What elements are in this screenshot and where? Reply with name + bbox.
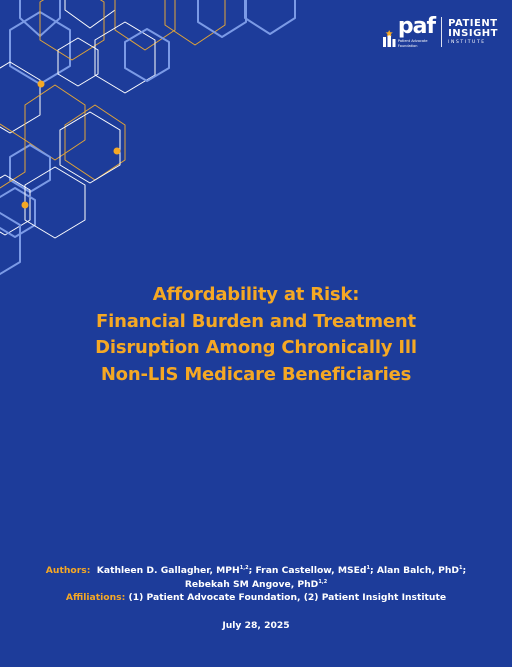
author-name: Fran Castellow, MSEd: [255, 565, 367, 576]
publication-date: July 28, 2025: [222, 620, 290, 631]
affiliations-text: (1) Patient Advocate Foundation, (2) Patient Insight Institute: [128, 592, 447, 603]
authors-label: Authors:: [45, 565, 91, 576]
paf-subtitle-line1: Patient Advocate: [397, 39, 428, 43]
authors-line-1: [0, 564, 512, 578]
title-line-2: Financial Burden and Treatment: [96, 310, 416, 332]
hexagon-outline: [0, 210, 20, 277]
author-superscript: 1,2: [318, 578, 328, 585]
hexagon-outline: [165, 0, 225, 45]
affiliations-line: [0, 591, 512, 605]
hexagon-outline: [198, 0, 246, 37]
report-title: [0, 282, 512, 388]
title-line-4: Non-LIS Medicare Beneficiaries: [100, 363, 412, 385]
accent-dot: [38, 81, 45, 88]
accent-dot: [114, 148, 121, 155]
pii-line1: PATIENT: [448, 17, 498, 29]
author-name: Kathleen D. Gallagher, MPH: [96, 565, 240, 576]
pii-line2: INSIGHT: [448, 27, 498, 39]
author-name: Alan Balch, PhD: [376, 565, 460, 576]
hexagon-outline: [10, 145, 50, 192]
affiliations-label: Affiliations:: [65, 592, 126, 603]
hexagon-outline: [25, 85, 85, 160]
patient-insight-institute-logo: [448, 19, 498, 46]
building-icon: [382, 30, 397, 48]
organization-logos: [382, 16, 498, 48]
paf-wordmark: paf: [397, 14, 436, 39]
hexagon-outline: [40, 0, 104, 60]
author-superscript: 1: [459, 564, 463, 571]
hexagon-outline: [58, 38, 98, 86]
hexagon-pattern-decoration: [0, 0, 300, 300]
hexagon-outline: [245, 0, 295, 34]
logo-divider: [441, 17, 442, 47]
hexagon-outline: [125, 29, 169, 81]
author-superscript: 1: [366, 564, 370, 571]
accent-dot: [22, 202, 29, 209]
author-superscript: 1,2: [239, 564, 249, 571]
paf-subtitle-line2: Foundation: [397, 44, 418, 49]
paf-logo: [382, 16, 435, 48]
author-separator: ;: [462, 565, 467, 576]
author-name: Rebekah SM Angove, PhD: [184, 578, 319, 590]
hexagon-outline: [65, 105, 125, 180]
hexagon-outline: [65, 0, 115, 28]
title-line-3: Disruption Among Chronically Ill: [95, 337, 417, 358]
credits-block: [0, 564, 512, 605]
pii-line3: INSTITUTE: [448, 39, 486, 45]
author-separator: ;: [248, 565, 253, 576]
title-line-1: Affordability at Risk:: [152, 284, 360, 305]
author-separator: ;: [369, 565, 374, 576]
authors-line-2: [0, 578, 512, 592]
